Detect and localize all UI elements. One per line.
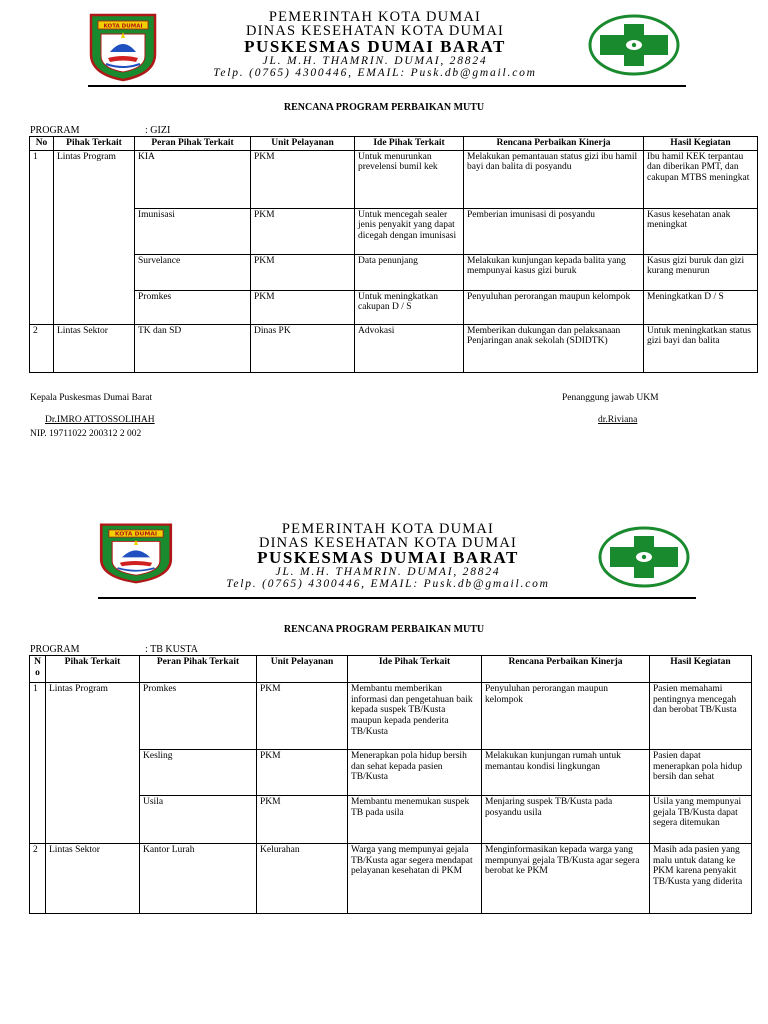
cell-rencana: Penyuluhan perorangan maupun kelompok (482, 683, 650, 750)
cell-peran: KIA (135, 150, 251, 208)
letterhead-line-address: JL. M.H. THAMRIN. DUMAI, 28824 (262, 55, 488, 67)
cell-no: 2 (30, 844, 46, 914)
rencana-table-gizi (29, 136, 758, 373)
svg-text:KOTA DUMAI: KOTA DUMAI (103, 23, 143, 30)
cell-ide: Untuk mencegah sealer jenis penyakit yang dapat dicegah dengan imunisasi (355, 208, 464, 254)
cell-hasil: Ibu hamil KEK terpantau dan diberikan PMT, dan cakupan MTBS meningkat (644, 150, 758, 208)
cell-unit: PKM (257, 683, 348, 750)
letterhead-line-address: JL. M.H. THAMRIN. DUMAI, 28824 (275, 566, 501, 578)
cell-hasil: Meningkatkan D / S (644, 290, 758, 324)
cell-peran: Survelance (135, 254, 251, 290)
cell-pihak: Lintas Sektor (46, 844, 140, 914)
cell-pihak: Lintas Sektor (54, 324, 135, 372)
cell-rencana: Melakukan kunjungan kepada balita yang mempunyai kasus gizi buruk (464, 254, 644, 290)
program-value: : TB KUSTA (145, 644, 198, 655)
cell-unit: PKM (251, 208, 355, 254)
svg-text:KOTA DUMAI: KOTA DUMAI (114, 532, 158, 538)
cell-ide: Warga yang mempunyai gejala TB/Kusta agar segera mendapat pelayanan kesehatan di PKM (348, 844, 482, 914)
letterhead-line-government: PEMERINTAH KOTA DUMAI (268, 9, 482, 25)
cell-unit: PKM (251, 254, 355, 290)
cell-hasil: Pasien dapat menerapkan pola hidup bersih dan sehat (650, 750, 752, 796)
cell-rencana: Memberikan dukungan dan pelaksanaan Penjaringan anak sekolah (SDIDTK) (464, 324, 644, 372)
cell-unit: PKM (251, 150, 355, 208)
column-header: Pihak Terkait (46, 656, 140, 683)
column-header: Hasil Kegiatan (644, 137, 758, 151)
cell-peran: Promkes (140, 683, 257, 750)
letterhead-line-contact: Telp. (0765) 4300446, EMAIL: Pusk.db@gmail.com (213, 67, 537, 79)
table-header-row (30, 656, 752, 683)
column-header: Pihak Terkait (54, 137, 135, 151)
cell-hasil: Kasus kesehatan anak meningkat (644, 208, 758, 254)
cell-rencana: Menginformasikan kepada warga yang mempunyai gejala TB/Kusta agar segera berobat ke PKM (482, 844, 650, 914)
signature-right-name: dr.Riviana (598, 415, 638, 425)
column-header: Peran Pihak Terkait (140, 656, 257, 683)
program-value: : GIZI (145, 125, 171, 136)
kota-dumai-emblem-icon (88, 12, 158, 82)
cell-unit: Kelurahan (257, 844, 348, 914)
table-row (30, 290, 758, 324)
column-header: Hasil Kegiatan (650, 656, 752, 683)
column-header: N o (30, 656, 46, 683)
cell-hasil: Pasien memahami pentingnya mencegah dan berobat TB/Kusta (650, 683, 752, 750)
program-line (30, 125, 170, 136)
cell-peran: Promkes (135, 290, 251, 324)
rencana-table-tb-kusta (29, 655, 752, 914)
table-row (30, 208, 758, 254)
cell-no: 2 (30, 324, 54, 372)
letterhead-rule (98, 597, 696, 599)
cell-hasil: Masih ada pasien yang malu untuk datang ke PKM karena penyakit TB/Kusta yang diderita (650, 844, 752, 914)
cell-rencana: Pemberian imunisasi di posyandu (464, 208, 644, 254)
puskesmas-cross-icon (588, 14, 680, 76)
signature-left-name: Dr.IMRO ATTOSSOLIHAH (45, 415, 155, 425)
column-header: Rencana Perbaikan Kinerja (464, 137, 644, 151)
cell-peran: Imunisasi (135, 208, 251, 254)
cell-ide: Menerapkan pola hidup bersih dan sehat kepada pasien TB/Kusta (348, 750, 482, 796)
puskesmas-cross-icon (598, 526, 690, 588)
letterhead-rule (88, 85, 686, 87)
document-title: RENCANA PROGRAM PERBAIKAN MUTU (283, 624, 485, 635)
cell-rencana: Penyuluhan perorangan maupun kelompok (464, 290, 644, 324)
signature-right-title: Penanggung jawab UKM (562, 393, 659, 403)
cell-rencana: Melakukan kunjungan rumah untuk memantau kondisi lingkungan (482, 750, 650, 796)
cell-rencana: Menjaring suspek TB/Kusta pada posyandu usila (482, 796, 650, 844)
cell-rencana: Melakukan pemantauan status gizi ibu hamil bayi dan balita di posyandu (464, 150, 644, 208)
cell-unit: PKM (251, 290, 355, 324)
table-row (30, 683, 752, 750)
column-header: No (30, 137, 54, 151)
cell-peran: Usila (140, 796, 257, 844)
cell-ide: Membantu memberikan informasi dan pengetahuan baik kepada suspek TB/Kusta maupun kepada penderita TB/Kusta (348, 683, 482, 750)
cell-pihak: Lintas Program (54, 150, 135, 324)
table-row (30, 844, 752, 914)
cell-ide: Untuk menurunkan prevelensi bumil kek (355, 150, 464, 208)
cell-peran: Kesling (140, 750, 257, 796)
cell-ide: Untuk meningkatkan cakupan D / S (355, 290, 464, 324)
letterhead-line-agency: DINAS KESEHATAN KOTA DUMAI (258, 535, 518, 551)
kota-dumai-emblem-icon (98, 522, 174, 584)
letterhead-line-puskesmas: PUSKESMAS DUMAI BARAT (244, 37, 506, 56)
cell-unit: Dinas PK (251, 324, 355, 372)
table-row (30, 254, 758, 290)
column-header: Peran Pihak Terkait (135, 137, 251, 151)
signature-left-title: Kepala Puskesmas Dumai Barat (30, 393, 153, 403)
program-label: PROGRAM (30, 644, 80, 655)
program-line (30, 644, 198, 655)
cell-pihak: Lintas Program (46, 683, 140, 844)
table-header-row (30, 137, 758, 151)
program-label: PROGRAM (30, 125, 80, 136)
cell-ide: Membantu menemukan suspek TB pada usila (348, 796, 482, 844)
cell-peran: Kantor Lurah (140, 844, 257, 914)
letterhead-line-puskesmas: PUSKESMAS DUMAI BARAT (257, 548, 519, 567)
column-header: Ide Pihak Terkait (348, 656, 482, 683)
cell-hasil: Usila yang mempunyai gejala TB/Kusta dapat segera ditemukan (650, 796, 752, 844)
cell-ide: Advokasi (355, 324, 464, 372)
table-row (30, 150, 758, 208)
letterhead-text (165, 10, 585, 80)
column-header: Ide Pihak Terkait (355, 137, 464, 151)
cell-hasil: Kasus gizi buruk dan gizi kurang menurun (644, 254, 758, 290)
cell-unit: PKM (257, 796, 348, 844)
cell-unit: PKM (257, 750, 348, 796)
letterhead-line-contact: Telp. (0765) 4300446, EMAIL: Pusk.db@gmail.com (226, 578, 550, 590)
cell-hasil: Untuk meningkatkan status gizi bayi dan balita (644, 324, 758, 372)
cell-no: 1 (30, 150, 54, 324)
letterhead-text (178, 522, 598, 591)
letterhead-line-government: PEMERINTAH KOTA DUMAI (281, 521, 495, 537)
column-header: Rencana Perbaikan Kinerja (482, 656, 650, 683)
signature-left-nip: NIP. 19711022 200312 2 002 (30, 429, 142, 439)
cell-no: 1 (30, 683, 46, 844)
cell-ide: Data penunjang (355, 254, 464, 290)
column-header: Unit Pelayanan (251, 137, 355, 151)
letterhead-line-agency: DINAS KESEHATAN KOTA DUMAI (245, 23, 505, 39)
document-title: RENCANA PROGRAM PERBAIKAN MUTU (283, 102, 485, 113)
column-header: Unit Pelayanan (257, 656, 348, 683)
cell-peran: TK dan SD (135, 324, 251, 372)
table-row (30, 324, 758, 372)
